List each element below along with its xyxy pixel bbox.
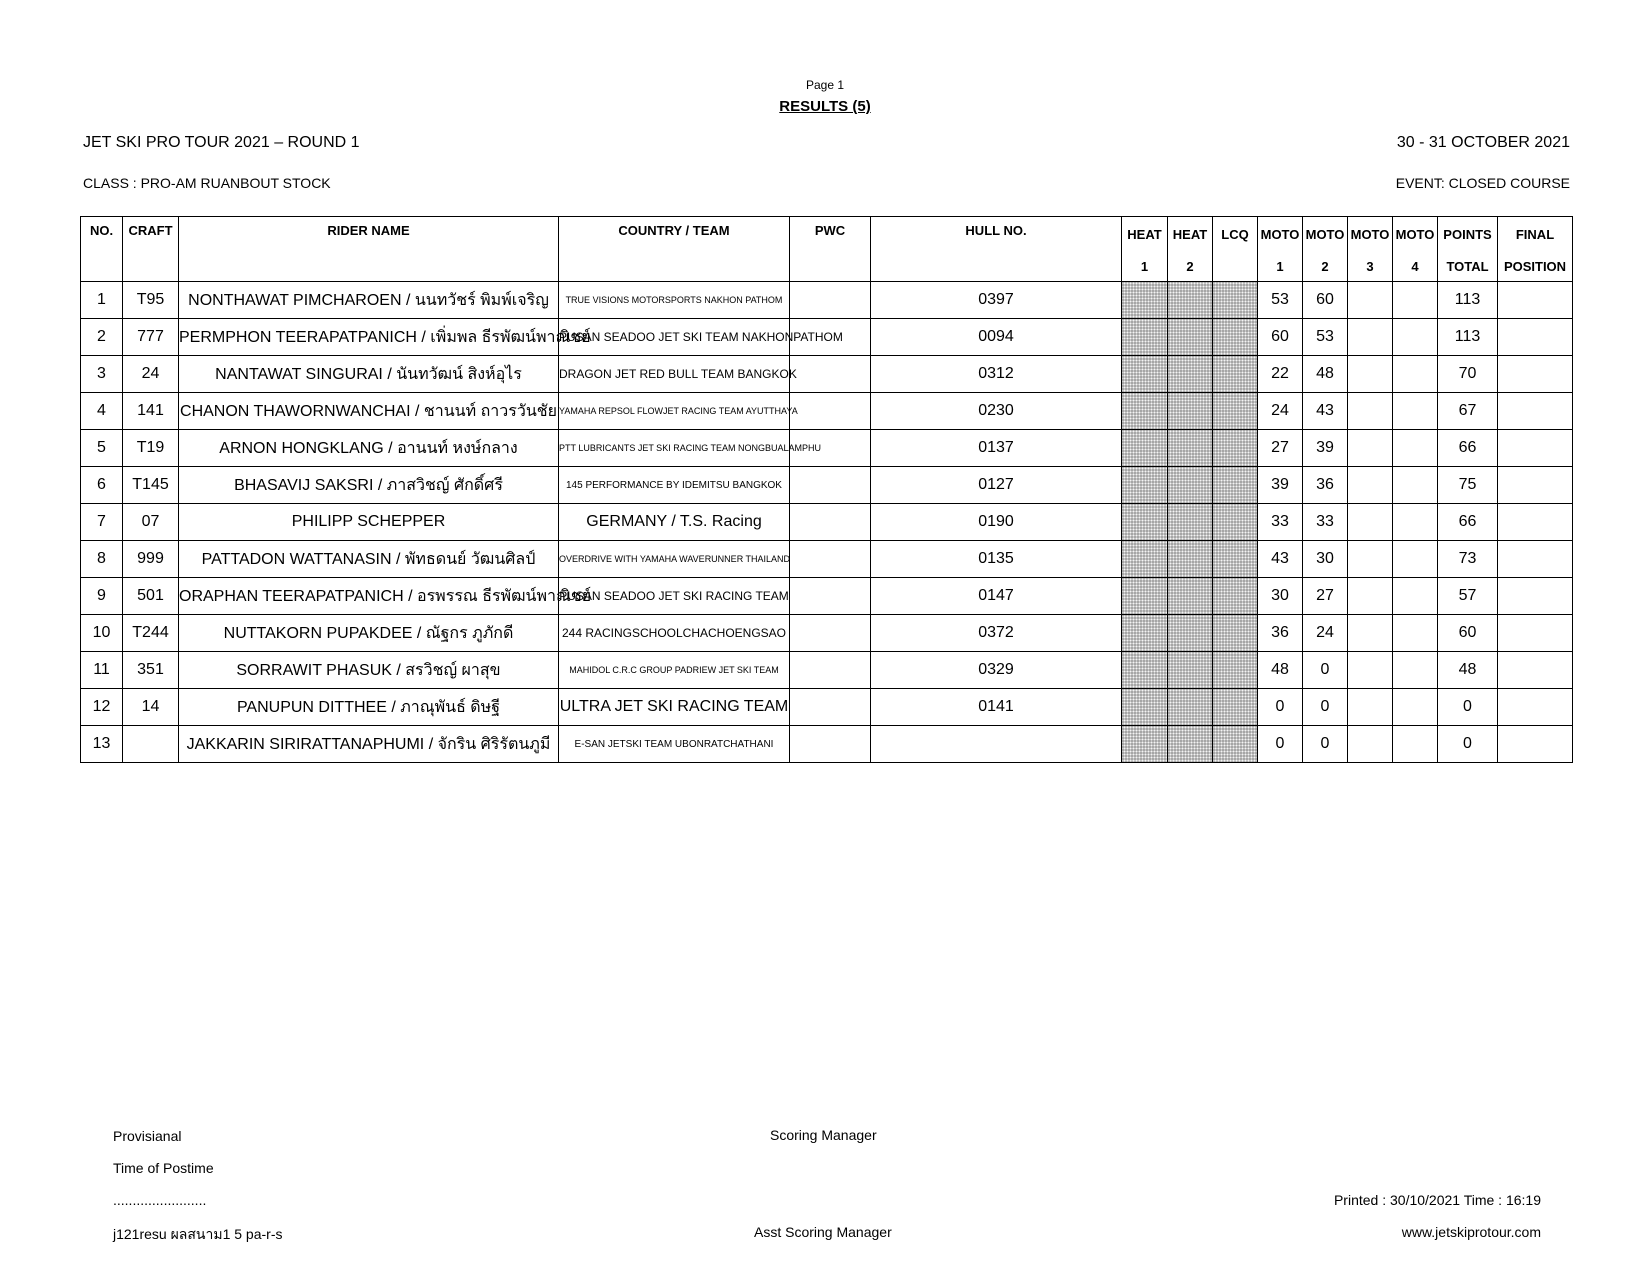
- cell-country-team: E-SAN JETSKI TEAM UBONRATCHATHANI: [559, 726, 790, 763]
- col-heat2-num: 2: [1168, 252, 1213, 282]
- cell-pwc: [790, 467, 871, 504]
- cell-craft: 999: [123, 541, 179, 578]
- table-row: [81, 356, 1573, 393]
- cell-final-position: [1498, 393, 1573, 430]
- cell-moto1: 39: [1258, 467, 1303, 504]
- table-row: [81, 541, 1573, 578]
- col-points-total: TOTAL: [1438, 252, 1498, 282]
- table-row: [81, 615, 1573, 652]
- cell-moto2: 30: [1303, 541, 1348, 578]
- cell-hull-no: 0397: [871, 282, 1122, 319]
- file-reference: j121resu ผลสนาม1 5 pa-r-s: [113, 1226, 283, 1242]
- cell-moto3: [1348, 541, 1393, 578]
- cell-craft: 351: [123, 652, 179, 689]
- cell-craft: 777: [123, 319, 179, 356]
- cell-moto2: 39: [1303, 430, 1348, 467]
- cell-lcq: [1213, 319, 1258, 356]
- cell-hull-no: 0127: [871, 467, 1122, 504]
- cell-moto3: [1348, 578, 1393, 615]
- cell-points-total: 75: [1438, 467, 1498, 504]
- cell-no: 11: [81, 652, 123, 689]
- col-no-cont: [81, 252, 123, 282]
- cell-heat1: [1122, 356, 1168, 393]
- cell-final-position: [1498, 356, 1573, 393]
- cell-country-team: PUSAN SEADOO JET SKI TEAM NAKHONPATHOM: [559, 319, 790, 356]
- cell-moto4: [1393, 393, 1438, 430]
- cell-hull-no: [871, 726, 1122, 763]
- cell-points-total: 66: [1438, 430, 1498, 467]
- cell-rider-name: ORAPHAN TEERAPATPANICH / อรพรรณ ธีรพัฒน์พาณิชย์: [179, 578, 559, 615]
- col-moto2-num: 2: [1303, 252, 1348, 282]
- cell-moto4: [1393, 615, 1438, 652]
- col-rider-cont: [179, 252, 559, 282]
- cell-country-team: PTT LUBRICANTS JET SKI RACING TEAM NONGBUALAMPHU: [559, 430, 790, 467]
- col-craft-cont: [123, 252, 179, 282]
- cell-moto4: [1393, 504, 1438, 541]
- cell-rider-name: NONTHAWAT PIMCHAROEN / นนทวัชร์ พิมพ์เจริญ: [179, 282, 559, 319]
- event-date: 30 - 31 OCTOBER 2021: [1396, 134, 1570, 151]
- cell-pwc: [790, 504, 871, 541]
- cell-moto1: 22: [1258, 356, 1303, 393]
- col-rider: RIDER NAME: [179, 217, 559, 253]
- cell-moto2: 0: [1303, 652, 1348, 689]
- cell-final-position: [1498, 726, 1573, 763]
- col-moto4-num: 4: [1393, 252, 1438, 282]
- cell-lcq: [1213, 393, 1258, 430]
- cell-heat1: [1122, 615, 1168, 652]
- cell-no: 4: [81, 393, 123, 430]
- cell-points-total: 48: [1438, 652, 1498, 689]
- col-pwc-cont: [790, 252, 871, 282]
- col-heat1: HEAT: [1122, 217, 1168, 253]
- cell-no: 13: [81, 726, 123, 763]
- col-lcq: LCQ: [1213, 217, 1258, 253]
- cell-moto2: 24: [1303, 615, 1348, 652]
- cell-final-position: [1498, 652, 1573, 689]
- cell-moto2: 27: [1303, 578, 1348, 615]
- cell-lcq: [1213, 541, 1258, 578]
- cell-hull-no: 0329: [871, 652, 1122, 689]
- cell-moto2: 48: [1303, 356, 1348, 393]
- cell-pwc: [790, 615, 871, 652]
- website-link[interactable]: www.jetskiprotour.com: [1401, 1224, 1541, 1240]
- table-row: [81, 726, 1573, 763]
- table-row: [81, 504, 1573, 541]
- cell-heat2: [1168, 689, 1213, 726]
- cell-rider-name: PANUPUN DITTHEE / ภาณุพันธ์ ดิษฐี: [179, 689, 559, 726]
- col-moto3-num: 3: [1348, 252, 1393, 282]
- cell-moto1: 0: [1258, 726, 1303, 763]
- cell-points-total: 113: [1438, 282, 1498, 319]
- cell-moto3: [1348, 356, 1393, 393]
- col-points: POINTS: [1438, 217, 1498, 253]
- table-row: [81, 578, 1573, 615]
- cell-moto3: [1348, 726, 1393, 763]
- cell-pwc: [790, 689, 871, 726]
- col-team-cont: [559, 252, 790, 282]
- cell-moto1: 53: [1258, 282, 1303, 319]
- cell-moto3: [1348, 504, 1393, 541]
- cell-points-total: 57: [1438, 578, 1498, 615]
- cell-craft: 14: [123, 689, 179, 726]
- cell-rider-name: PERMPHON TEERAPATPANICH / เพิ่มพล ธีรพัฒน์พาณิชย์: [179, 319, 559, 356]
- cell-pwc: [790, 578, 871, 615]
- col-lcq-cont: [1213, 252, 1258, 282]
- cell-points-total: 66: [1438, 504, 1498, 541]
- cell-moto3: [1348, 282, 1393, 319]
- cell-moto2: 60: [1303, 282, 1348, 319]
- cell-rider-name: BHASAVIJ SAKSRI / ภาสวิชญ์ ศักดิ์ศรี: [179, 467, 559, 504]
- cell-craft: 24: [123, 356, 179, 393]
- cell-moto1: 0: [1258, 689, 1303, 726]
- cell-heat1: [1122, 430, 1168, 467]
- cell-craft: T244: [123, 615, 179, 652]
- cell-heat2: [1168, 652, 1213, 689]
- cell-moto3: [1348, 689, 1393, 726]
- cell-heat2: [1168, 282, 1213, 319]
- cell-final-position: [1498, 504, 1573, 541]
- cell-heat1: [1122, 393, 1168, 430]
- event-title: JET SKI PRO TOUR 2021 – ROUND 1: [83, 134, 360, 151]
- cell-no: 12: [81, 689, 123, 726]
- signature-dots: ........................: [113, 1192, 207, 1208]
- printed-timestamp: Printed : 30/10/2021 Time : 16:19: [1333, 1192, 1541, 1208]
- cell-moto2: 43: [1303, 393, 1348, 430]
- col-heat2: HEAT: [1168, 217, 1213, 253]
- cell-rider-name: ARNON HONGKLANG / อานนท์ หงษ์กลาง: [179, 430, 559, 467]
- header-row-2: [81, 252, 1573, 282]
- cell-points-total: 67: [1438, 393, 1498, 430]
- table-row: [81, 652, 1573, 689]
- cell-craft: [123, 726, 179, 763]
- cell-craft: 07: [123, 504, 179, 541]
- cell-craft: 141: [123, 393, 179, 430]
- cell-heat1: [1122, 282, 1168, 319]
- cell-lcq: [1213, 689, 1258, 726]
- col-moto1-num: 1: [1258, 252, 1303, 282]
- cell-hull-no: 0147: [871, 578, 1122, 615]
- cell-final-position: [1498, 430, 1573, 467]
- cell-lcq: [1213, 467, 1258, 504]
- cell-country-team: 244 RACINGSCHOOLCHACHOENGSAO: [559, 615, 790, 652]
- cell-moto3: [1348, 467, 1393, 504]
- cell-points-total: 73: [1438, 541, 1498, 578]
- cell-rider-name: JAKKARIN SIRIRATTANAPHUMI / จักริน ศิริรัตนภูมี: [179, 726, 559, 763]
- cell-country-team: TRUE VISIONS MOTORSPORTS NAKHON PATHOM: [559, 282, 790, 319]
- cell-moto2: 53: [1303, 319, 1348, 356]
- cell-moto1: 24: [1258, 393, 1303, 430]
- cell-country-team: MAHIDOL C.R.C GROUP PADRIEW JET SKI TEAM: [559, 652, 790, 689]
- table-row: [81, 467, 1573, 504]
- col-moto2: MOTO: [1303, 217, 1348, 253]
- cell-pwc: [790, 652, 871, 689]
- cell-hull-no: 0312: [871, 356, 1122, 393]
- cell-no: 3: [81, 356, 123, 393]
- cell-heat2: [1168, 430, 1213, 467]
- cell-moto3: [1348, 393, 1393, 430]
- cell-final-position: [1498, 615, 1573, 652]
- col-moto3: MOTO: [1348, 217, 1393, 253]
- cell-craft: T145: [123, 467, 179, 504]
- cell-country-team: ULTRA JET SKI RACING TEAM: [559, 689, 790, 726]
- cell-heat2: [1168, 356, 1213, 393]
- cell-pwc: [790, 393, 871, 430]
- cell-rider-name: NANTAWAT SINGURAI / นันทวัฒน์ สิงห์อุไร: [179, 356, 559, 393]
- results-body: [81, 282, 1573, 763]
- cell-lcq: [1213, 652, 1258, 689]
- cell-hull-no: 0135: [871, 541, 1122, 578]
- cell-final-position: [1498, 467, 1573, 504]
- event-type: EVENT: CLOSED COURSE: [1395, 175, 1570, 191]
- header-row-1: [81, 217, 1573, 253]
- cell-heat1: [1122, 689, 1168, 726]
- cell-moto4: [1393, 652, 1438, 689]
- cell-heat1: [1122, 652, 1168, 689]
- cell-rider-name: CHANON THAWORNWANCHAI / ชานนท์ ถาวรวันชัย: [179, 393, 559, 430]
- col-no: NO.: [81, 217, 123, 253]
- cell-rider-name: PHILIPP SCHEPPER: [179, 504, 559, 541]
- table-row: [81, 393, 1573, 430]
- cell-moto4: [1393, 356, 1438, 393]
- cell-craft: T95: [123, 282, 179, 319]
- cell-heat2: [1168, 467, 1213, 504]
- cell-moto1: 27: [1258, 430, 1303, 467]
- cell-points-total: 70: [1438, 356, 1498, 393]
- cell-moto3: [1348, 319, 1393, 356]
- results-title: RESULTS (5): [779, 98, 871, 115]
- cell-hull-no: 0141: [871, 689, 1122, 726]
- cell-final-position: [1498, 578, 1573, 615]
- cell-lcq: [1213, 726, 1258, 763]
- cell-rider-name: NUTTAKORN PUPAKDEE / ณัฐกร ภูภักดี: [179, 615, 559, 652]
- cell-hull-no: 0372: [871, 615, 1122, 652]
- cell-hull-no: 0094: [871, 319, 1122, 356]
- cell-heat1: [1122, 726, 1168, 763]
- cell-moto1: 33: [1258, 504, 1303, 541]
- cell-no: 5: [81, 430, 123, 467]
- cell-craft: T19: [123, 430, 179, 467]
- cell-lcq: [1213, 430, 1258, 467]
- cell-moto2: 0: [1303, 689, 1348, 726]
- cell-pwc: [790, 726, 871, 763]
- cell-pwc: [790, 282, 871, 319]
- cell-heat1: [1122, 504, 1168, 541]
- cell-moto4: [1393, 689, 1438, 726]
- cell-heat2: [1168, 615, 1213, 652]
- col-heat1-num: 1: [1122, 252, 1168, 282]
- cell-moto4: [1393, 467, 1438, 504]
- class-label: CLASS : PRO-AM RUANBOUT STOCK: [83, 175, 331, 191]
- cell-heat1: [1122, 319, 1168, 356]
- cell-pwc: [790, 356, 871, 393]
- scoring-manager-label: Scoring Manager: [770, 1127, 877, 1143]
- cell-moto4: [1393, 282, 1438, 319]
- cell-moto1: 43: [1258, 541, 1303, 578]
- cell-country-team: GERMANY / T.S. Racing: [559, 504, 790, 541]
- cell-points-total: 0: [1438, 689, 1498, 726]
- table-row: [81, 689, 1573, 726]
- cell-no: 8: [81, 541, 123, 578]
- cell-country-team: DRAGON JET RED BULL TEAM BANGKOK: [559, 356, 790, 393]
- col-moto4: MOTO: [1393, 217, 1438, 253]
- col-hull-cont: [871, 252, 1122, 282]
- cell-moto4: [1393, 319, 1438, 356]
- cell-final-position: [1498, 282, 1573, 319]
- cell-moto3: [1348, 615, 1393, 652]
- col-craft: CRAFT: [123, 217, 179, 253]
- table-row: [81, 282, 1573, 319]
- cell-moto3: [1348, 652, 1393, 689]
- cell-heat2: [1168, 541, 1213, 578]
- cell-heat2: [1168, 319, 1213, 356]
- cell-lcq: [1213, 578, 1258, 615]
- results-table: [80, 216, 1573, 763]
- cell-no: 9: [81, 578, 123, 615]
- col-team: COUNTRY / TEAM: [559, 217, 790, 253]
- cell-heat1: [1122, 541, 1168, 578]
- cell-moto2: 0: [1303, 726, 1348, 763]
- cell-no: 1: [81, 282, 123, 319]
- cell-moto2: 36: [1303, 467, 1348, 504]
- cell-country-team: 145 PERFORMANCE BY IDEMITSU BANGKOK: [559, 467, 790, 504]
- cell-country-team: YAMAHA REPSOL FLOWJET RACING TEAM AYUTTHAYA: [559, 393, 790, 430]
- cell-moto3: [1348, 430, 1393, 467]
- page-label: Page 1: [805, 78, 845, 92]
- cell-moto1: 48: [1258, 652, 1303, 689]
- cell-no: 2: [81, 319, 123, 356]
- cell-heat2: [1168, 504, 1213, 541]
- cell-heat1: [1122, 467, 1168, 504]
- col-hull: HULL NO.: [871, 217, 1122, 253]
- cell-final-position: [1498, 319, 1573, 356]
- cell-moto1: 30: [1258, 578, 1303, 615]
- cell-no: 6: [81, 467, 123, 504]
- cell-moto4: [1393, 578, 1438, 615]
- cell-pwc: [790, 541, 871, 578]
- cell-heat1: [1122, 578, 1168, 615]
- cell-moto2: 33: [1303, 504, 1348, 541]
- cell-points-total: 60: [1438, 615, 1498, 652]
- col-final: FINAL: [1498, 217, 1573, 253]
- cell-heat2: [1168, 578, 1213, 615]
- cell-country-team: OVERDRIVE WITH YAMAHA WAVERUNNER THAILAND: [559, 541, 790, 578]
- cell-rider-name: SORRAWIT PHASUK / สรวิชญ์ ผาสุข: [179, 652, 559, 689]
- cell-rider-name: PATTADON WATTANASIN / พัทธดนย์ วัฒนศิลป์: [179, 541, 559, 578]
- cell-hull-no: 0137: [871, 430, 1122, 467]
- cell-lcq: [1213, 356, 1258, 393]
- cell-moto4: [1393, 726, 1438, 763]
- cell-lcq: [1213, 504, 1258, 541]
- table-row: [81, 319, 1573, 356]
- time-of-postime-label: Time of Postime: [113, 1160, 214, 1176]
- col-moto1: MOTO: [1258, 217, 1303, 253]
- cell-no: 7: [81, 504, 123, 541]
- cell-hull-no: 0230: [871, 393, 1122, 430]
- provisional-label: Provisianal: [113, 1128, 182, 1144]
- cell-lcq: [1213, 282, 1258, 319]
- cell-craft: 501: [123, 578, 179, 615]
- cell-country-team: PUSAN SEADOO JET SKI RACING TEAM: [559, 578, 790, 615]
- table-row: [81, 430, 1573, 467]
- cell-moto4: [1393, 541, 1438, 578]
- cell-lcq: [1213, 615, 1258, 652]
- col-pwc: PWC: [790, 217, 871, 253]
- cell-points-total: 0: [1438, 726, 1498, 763]
- cell-no: 10: [81, 615, 123, 652]
- cell-points-total: 113: [1438, 319, 1498, 356]
- cell-moto4: [1393, 430, 1438, 467]
- cell-final-position: [1498, 689, 1573, 726]
- cell-moto1: 60: [1258, 319, 1303, 356]
- col-final-position: POSITION: [1498, 252, 1573, 282]
- asst-scoring-manager-label: Asst Scoring Manager: [754, 1224, 892, 1240]
- cell-heat2: [1168, 726, 1213, 763]
- cell-final-position: [1498, 541, 1573, 578]
- cell-hull-no: 0190: [871, 504, 1122, 541]
- cell-moto1: 36: [1258, 615, 1303, 652]
- cell-heat2: [1168, 393, 1213, 430]
